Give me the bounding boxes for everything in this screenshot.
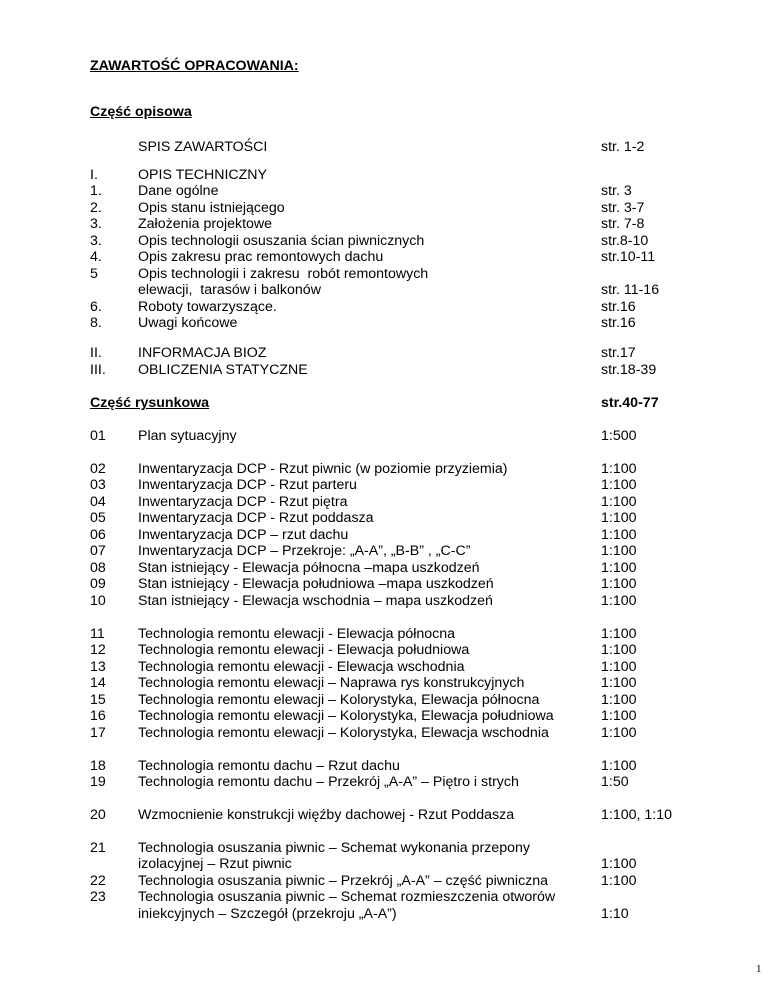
entry-title: Dane ogólne: [138, 183, 219, 199]
drawing-row: [0, 840, 768, 857]
entry-title: Technologia remontu elewacji – Naprawa rys konstrukcyjnych: [138, 675, 525, 691]
drawing-row: [0, 774, 768, 791]
entry-title: iniekcyjnych – Szczegół (przekroju „A-A”): [138, 906, 397, 922]
entry-title: Inwentaryzacja DCP - Rzut poddasza: [138, 510, 374, 526]
entry-page: 1:100: [601, 626, 637, 642]
entry-title: elewacji, tarasów i balkonów: [138, 282, 321, 298]
descriptive-row: [0, 167, 768, 184]
entry-title: Technologia osuszania piwnic – Schemat wykonania przepony: [138, 840, 530, 856]
entry-page: 1:100, 1:10: [601, 807, 672, 823]
entry-title: Uwagi końcowe: [138, 315, 238, 331]
entry-number: 3.: [90, 233, 102, 249]
descriptive-row: [0, 200, 768, 217]
entry-page: 1:10: [601, 906, 629, 922]
entry-number: 3.: [90, 216, 102, 232]
drawing-row: [0, 593, 768, 610]
drawing-row: [0, 856, 768, 873]
entry-page: 1:100: [601, 692, 637, 708]
drawing-row: [0, 510, 768, 527]
entry-number: 5: [90, 266, 98, 282]
entry-title: izolacyjnej – Rzut piwnic: [138, 856, 292, 872]
entry-title: SPIS ZAWARTOŚCI: [138, 139, 268, 155]
entry-page: 1:100: [601, 856, 637, 872]
entry-number: 18: [90, 758, 106, 774]
entry-page: 1:100: [601, 543, 637, 559]
entry-page: 1:500: [601, 428, 637, 444]
entry-number: 22: [90, 873, 106, 889]
entry-title: Opis stanu istniejącego: [138, 200, 285, 216]
entry-number: 03: [90, 477, 106, 493]
entry-number: III.: [90, 362, 106, 378]
descriptive-row: [0, 266, 768, 283]
section-heading-drawings: Część rysunkowa: [90, 395, 210, 411]
entry-number: 15: [90, 692, 106, 708]
entry-page: str.10-11: [601, 249, 656, 265]
entry-page: 1:100: [601, 494, 637, 510]
entry-title: INFORMACJA BIOZ: [138, 345, 267, 361]
entry-number: 02: [90, 461, 106, 477]
entry-title: Inwentaryzacja DCP – Przekroje: „A-A”, „B-B” , „C-C”: [138, 543, 471, 559]
entry-title: Technologia remontu elewacji - Elewacja wschodnia: [138, 659, 465, 675]
drawing-row: [0, 626, 768, 643]
drawing-row: [0, 494, 768, 511]
entry-page: str. 1-2: [601, 139, 645, 155]
drawing-row: [0, 560, 768, 577]
entry-title: Inwentaryzacja DCP – rzut dachu: [138, 527, 349, 543]
drawing-row: [0, 906, 768, 923]
entry-page: str. 11-16: [601, 282, 660, 298]
drawing-row: [0, 692, 768, 709]
entry-page: 1:100: [601, 642, 637, 658]
entry-page: 1:100: [601, 477, 637, 493]
entry-title: Wzmocnienie konstrukcji więźby dachowej - Rzut Poddasza: [138, 807, 515, 823]
descriptive-row: [0, 249, 768, 266]
entry-title: Technologia remontu elewacji – Kolorystyka, Elewacja północna: [138, 692, 540, 708]
entry-number: 21: [90, 840, 106, 856]
entry-page: str. 3-7: [601, 200, 645, 216]
entry-number: 19: [90, 774, 106, 790]
entry-title: Inwentaryzacja DCP - Rzut piwnic (w poziomie przyziemia): [138, 461, 508, 477]
entry-title: Stan istniejący - Elewacja południowa –mapa uszkodzeń: [138, 576, 494, 592]
descriptive-row: [0, 282, 768, 299]
entry-page: str. 3: [601, 183, 632, 199]
entry-title: Technologia remontu elewacji - Elewacja północna: [138, 626, 456, 642]
entry-title: Założenia projektowe: [138, 216, 273, 232]
drawing-row: [0, 461, 768, 478]
descriptive-row: [0, 183, 768, 200]
entry-title: OPIS TECHNICZNY: [138, 167, 268, 183]
drawing-row: [0, 873, 768, 890]
entry-title: OBLICZENIA STATYCZNE: [138, 362, 308, 378]
entry-number: 20: [90, 807, 106, 823]
entry-page: 1:100: [601, 593, 637, 609]
entry-title: Technologia remontu elewacji – Kolorystyka, Elewacja wschodnia: [138, 725, 549, 741]
drawing-row: [0, 543, 768, 560]
page-number: 1: [756, 963, 762, 975]
entry-title: Inwentaryzacja DCP - Rzut piętra: [138, 494, 348, 510]
drawings-pages: str.40-77: [601, 395, 659, 411]
entry-number: 13: [90, 659, 106, 675]
entry-page: 1:100: [601, 576, 637, 592]
entry-number: 16: [90, 708, 106, 724]
entry-title: Opis technologii i zakresu robót remontowych: [138, 266, 429, 282]
entry-title: Plan sytuacyjny: [138, 428, 237, 444]
entry-title: Technologia osuszania piwnic – Przekrój „A-A” – część piwniczna: [138, 873, 549, 889]
descriptive-row: [0, 216, 768, 233]
drawing-row: [0, 675, 768, 692]
entry-page: 1:100: [601, 708, 637, 724]
entry-title: Stan istniejący - Elewacja północna –mapa uszkodzeń: [138, 560, 480, 576]
entry-title: Technologia remontu dachu – Przekrój „A-A” – Piętro i strych: [138, 774, 519, 790]
entry-page: 1:100: [601, 675, 637, 691]
entry-page: 1:100: [601, 873, 637, 889]
entry-number: 01: [90, 428, 106, 444]
entry-page: str.8-10: [601, 233, 649, 249]
entry-page: 1:100: [601, 725, 637, 741]
entry-number: 1.: [90, 183, 102, 199]
entry-number: 11: [90, 626, 105, 642]
entry-title: Technologia remontu dachu – Rzut dachu: [138, 758, 400, 774]
entry-number: 09: [90, 576, 106, 592]
descriptive-row: [0, 362, 768, 379]
entry-number: 08: [90, 560, 106, 576]
drawing-row: [0, 725, 768, 742]
drawing-row: [0, 659, 768, 676]
entry-title: Opis zakresu prac remontowych dachu: [138, 249, 384, 265]
descriptive-row: [0, 233, 768, 250]
drawing-row: [0, 889, 768, 906]
descriptive-row: [0, 139, 768, 156]
entry-number: 8.: [90, 315, 102, 331]
entry-page: str.18-39: [601, 362, 657, 378]
entry-number: 06: [90, 527, 106, 543]
descriptive-row: [0, 315, 768, 332]
entry-title: Opis technologii osuszania ścian piwnicznych: [138, 233, 425, 249]
entry-title: Inwentaryzacja DCP - Rzut parteru: [138, 477, 357, 493]
entry-page: 1:100: [601, 758, 637, 774]
drawing-row: [0, 576, 768, 593]
drawing-row: [0, 527, 768, 544]
section-heading-descriptive: Część opisowa: [90, 104, 192, 120]
entry-number: 12: [90, 642, 106, 658]
entry-number: 17: [90, 725, 106, 741]
entry-page: 1:100: [601, 527, 637, 543]
entry-number: 14: [90, 675, 106, 691]
entry-title: Technologia osuszania piwnic – Schemat rozmieszczenia otworów: [138, 889, 556, 905]
entry-number: 6.: [90, 299, 102, 315]
page-title: ZAWARTOŚĆ OPRACOWANIA:: [90, 58, 299, 74]
entry-number: I.: [90, 167, 98, 183]
entry-page: 1:50: [601, 774, 629, 790]
entry-page: 1:100: [601, 461, 637, 477]
entry-page: 1:100: [601, 659, 637, 675]
entry-page: str.16: [601, 299, 636, 315]
entry-number: 05: [90, 510, 106, 526]
drawing-row: [0, 708, 768, 725]
drawing-row: [0, 477, 768, 494]
entry-number: 2.: [90, 200, 102, 216]
entry-title: Roboty towarzyszące.: [138, 299, 277, 315]
drawing-row: [0, 758, 768, 775]
entry-page: 1:100: [601, 510, 637, 526]
entry-number: 07: [90, 543, 106, 559]
entry-page: str.17: [601, 345, 636, 361]
entry-number: 04: [90, 494, 106, 510]
entry-number: 23: [90, 889, 106, 905]
entry-number: 10: [90, 593, 106, 609]
entry-page: str.16: [601, 315, 636, 331]
entry-number: II.: [90, 345, 102, 361]
entry-number: 4.: [90, 249, 102, 265]
entry-title: Technologia remontu elewacji – Kolorystyka, Elewacja południowa: [138, 708, 554, 724]
drawing-row: [0, 807, 768, 824]
drawing-row: [0, 642, 768, 659]
entry-title: Technologia remontu elewacji - Elewacja południowa: [138, 642, 470, 658]
descriptive-row: [0, 299, 768, 316]
entry-page: str. 7-8: [601, 216, 645, 232]
entry-title: Stan istniejący - Elewacja wschodnia – mapa uszkodzeń: [138, 593, 493, 609]
entry-page: 1:100: [601, 560, 637, 576]
descriptive-row: [0, 345, 768, 362]
drawing-row: [0, 428, 768, 445]
